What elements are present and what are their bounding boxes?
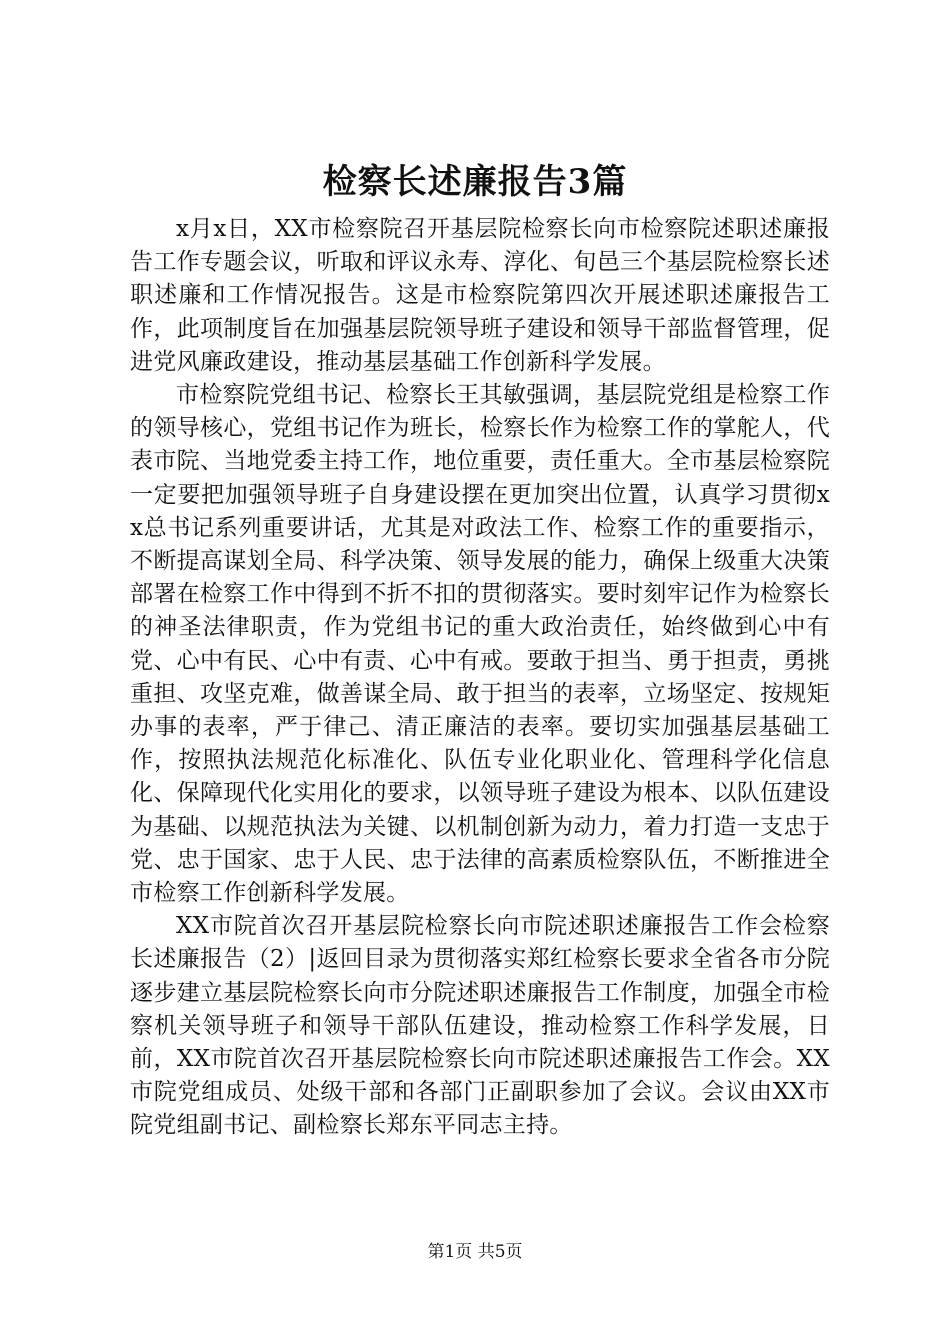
document-body [130,213,830,1143]
document-title: 检察长述廉报告3篇 [322,162,628,202]
page-number-footer: 第1页 共5页 [427,1242,523,1262]
paragraph-3: XX市院首次召开基层院检察长向市院述职述廉报告工作会检察长述廉报告（2）|返回目录为贯彻落实郑红检察长要求全省各市分院逐步建立基层院检察长向市分院述职述廉报告工作制度，加强全市检察机关领导班子和领导干部队伍建设，推动检察工作科学发展，日前，XX市院首次召开基层院检察长向市院述职述廉报告工作会。XX市院党组成员、处级干部和各部门正副职参加了会议。会议由XX市院党组副书记、副检察长郑东平同志主持。 [130,913,830,1139]
paragraph-1: x月x日，XX市检察院召开基层院检察长向市检察院述职述廉报告工作专题会议，听取和评议永寿、淳化、旬邑三个基层院检察长述职述廉和工作情况报告。这是市检察院第四次开展述职述廉报告工作，此项制度旨在加强基层院领导班子建设和领导干部监督管理，促进党风廉政建设，推动基层基础工作创新科学发展。 [130,216,830,375]
paragraph-2: 市检察院党组书记、检察长王其敏强调，基层院党组是检察工作的领导核心，党组书记作为班长，检察长作为检察工作的掌舵人，代表市院、当地党委主持工作，地位重要，责任重大。全市基层检察院一定要把加强领导班子自身建设摆在更加突出位置，认真学习贯彻xx总书记系列重要讲话，尤其是对政法工作、检察工作的重要指示，不断提高谋划全局、科学决策、领导发展的能力，确保上级重大决策部署在检察工作中得到不折不扣的贯彻落实。要时刻牢记作为检察长的神圣法律职责，作为党组书记的重大政治责任，始终做到心中有党、心中有民、心中有责、心中有戒。要敢于担当、勇于担责，勇挑重担、攻坚克难，做善谋全局、敢于担当的表率，立场坚定、按规矩办事的表率，严于律己、清正廉洁的表率。要切实加强基层基础工作，按照执法规范化标准化、队伍专业化职业化、管理科学化信息化、保障现代化实用化的要求，以领导班子建设为根本、以队伍建设为基础、以规范执法为关键、以机制创新为动力，着力打造一支忠于党、忠于国家、忠于人民、忠于法律的高素质检察队伍，不断推进全市检察工作创新科学发展。 [130,382,830,907]
